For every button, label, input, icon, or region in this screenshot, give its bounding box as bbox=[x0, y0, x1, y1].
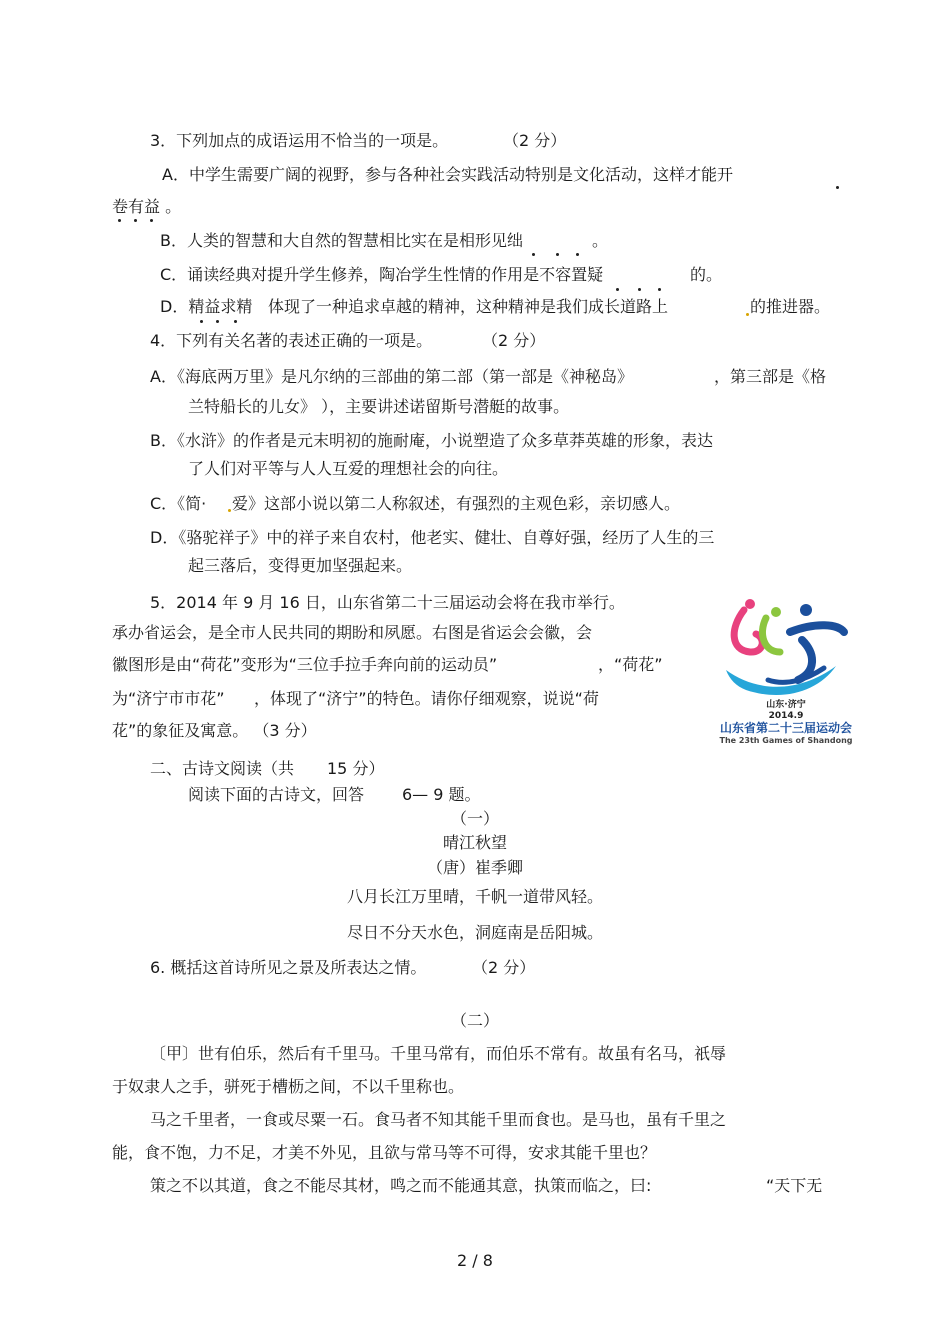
emblem-date: 2014.9 bbox=[768, 711, 804, 721]
poem-line-1: 八月长江万里晴，千帆一道带风轻。 bbox=[346, 887, 603, 906]
emphasis-dot bbox=[638, 288, 641, 291]
page-number: 2 / 8 bbox=[457, 1251, 493, 1270]
q6-score: （2 分） bbox=[472, 958, 536, 977]
passage-p3-line1-end: “天下无 bbox=[766, 1176, 823, 1195]
passage-p2-line1: 马之千里者，一食或尽粟一石。食马者不知其能千里而食也。是马也，虽有千里之 bbox=[150, 1110, 727, 1129]
lotus-emblem-icon bbox=[706, 588, 866, 748]
emblem-city: 山东·济宁 bbox=[766, 700, 806, 710]
passage-p3-line1: 策之不以其道，食之不能尽其材，鸣之而不能通其意，执策而临之，曰: bbox=[150, 1176, 652, 1195]
emphasis-dot bbox=[836, 186, 839, 189]
q6-stem: 6. 概括这首诗所见之景及所表达之情。 bbox=[150, 958, 427, 977]
section2-instruction-range: 6— 9 题。 bbox=[402, 785, 481, 804]
emphasis-dot bbox=[556, 253, 559, 256]
section2-title: 二、古诗文阅读（共 bbox=[150, 759, 295, 778]
emphasis-dot bbox=[134, 219, 137, 222]
section2-score: 15 分） bbox=[327, 759, 385, 778]
emphasis-dot bbox=[200, 320, 203, 323]
poem-author: （唐）崔季卿 bbox=[426, 858, 523, 877]
q5-line4: 为“济宁市市花” bbox=[112, 689, 225, 708]
q4-option-d-line2: 起三落后，变得更加坚强起来。 bbox=[188, 556, 413, 575]
q4-option-a-line2: 兰特船长的儿女》 ），主要讲述诺留斯号潜艇的故事。 bbox=[188, 397, 570, 416]
emphasis-dot bbox=[576, 253, 579, 256]
q3-option-a-line2: 卷有益 。 bbox=[112, 197, 182, 216]
emphasis-dot bbox=[532, 253, 535, 256]
q4-option-d-line1: D．《骆驼祥子》中的祥子来自农村，他老实、健壮、自尊好强，经历了人生的三 bbox=[150, 528, 715, 547]
q5-line4-end: ，体现了“济宁”的特色。请你仔细观察，说说“荷 bbox=[254, 689, 599, 708]
part-two-label: （二） bbox=[450, 1011, 499, 1030]
q5-line2: 承办省运会，是全市人民共同的期盼和夙愿。右图是省运会会徽，会 bbox=[112, 623, 593, 642]
q3-option-c-end: 的。 bbox=[690, 265, 723, 284]
q4-stem: 4．下列有关名著的表述正确的一项是。 bbox=[150, 331, 433, 350]
q4-option-b-line2: 了人们对平等与人人互爱的理想社会的向往。 bbox=[188, 459, 509, 478]
q4-option-c-start: C．《简· bbox=[150, 494, 207, 513]
q4-option-a-line1: A．《海底两万里》是凡尔纳的三部曲的第二部（第一部是《神秘岛》 bbox=[150, 367, 633, 386]
q3-score: （2 分） bbox=[503, 131, 567, 150]
emphasis-dot bbox=[616, 288, 619, 291]
poem-line-2: 尽日不分天水色，洞庭南是岳阳城。 bbox=[346, 923, 603, 942]
section2-instruction: 阅读下面的古诗文，回答 bbox=[188, 785, 365, 804]
games-emblem bbox=[706, 588, 866, 748]
emphasis-dot bbox=[746, 313, 749, 316]
emblem-cn-name: 山东省第二十三届运动会 bbox=[719, 721, 853, 735]
passage-p1-line1: 〔甲〕世有伯乐，然后有千里马。千里马常有，而伯乐不常有。故虽有名马，祇辱 bbox=[150, 1044, 727, 1063]
emphasis-dot bbox=[234, 320, 237, 323]
q3-option-d-end: 的推进器。 bbox=[750, 297, 831, 316]
q5-line1: 5．2014 年 9 月 16 日，山东省第二十三届运动会将在我市举行。 bbox=[150, 593, 625, 612]
passage-p2-line2: 能，食不饱，力不足，才美不外见，且欲与常马等不可得，安求其能千里也？ bbox=[112, 1143, 657, 1162]
emphasis-dot bbox=[118, 219, 121, 222]
q4-option-b-line1: B．《水浒》的作者是元末明初的施耐庵，小说塑造了众多草莽英雄的形象，表达 bbox=[150, 431, 713, 450]
emphasis-dot bbox=[150, 219, 153, 222]
emphasis-dot bbox=[228, 509, 231, 512]
emphasis-dot bbox=[658, 288, 661, 291]
part-one-label: （一） bbox=[450, 809, 499, 828]
emblem-en-name: The 23th Games of Shandong bbox=[719, 736, 853, 745]
q5-line3-end: ，“荷花” bbox=[598, 655, 663, 674]
passage-p1-line2: 于奴隶人之手，骈死于槽枥之间，不以千里称也。 bbox=[112, 1077, 465, 1096]
q5-line5: 花”的象征及寓意。 （3 分） bbox=[112, 721, 317, 740]
q3-option-d-text: 体现了一种追求卓越的精神，这种精神是我们成长道路上 bbox=[268, 297, 669, 316]
q3-option-d-idiom: D．精益求精 bbox=[160, 297, 253, 316]
q3-option-c: C．诵读经典对提升学生修养，陶冶学生性情的作用是不容置疑 bbox=[160, 265, 604, 284]
q4-option-a-line1-end: ，第三部是《格 bbox=[714, 367, 827, 386]
q4-option-c-rest: 爱》这部小说以第二人称叙述，有强烈的主观色彩，亲切感人。 bbox=[232, 494, 681, 513]
q3-option-b-end: 。 bbox=[592, 231, 609, 250]
emphasis-dot bbox=[216, 320, 219, 323]
q4-score: （2 分） bbox=[482, 331, 546, 350]
q3-stem: 3．下列加点的成语运用不恰当的一项是。 bbox=[150, 131, 449, 150]
q5-line3: 徽图形是由“荷花”变形为“三位手拉手奔向前的运动员” bbox=[112, 655, 498, 674]
q3-option-a-line1: A．中学生需要广阔的视野，参与各种社会实践活动特别是文化活动，这样才能开 bbox=[162, 165, 733, 184]
poem-title: 晴江秋望 bbox=[442, 833, 507, 852]
q3-option-b: B．人类的智慧和大自然的智慧相比实在是相形见绌 bbox=[160, 231, 523, 250]
